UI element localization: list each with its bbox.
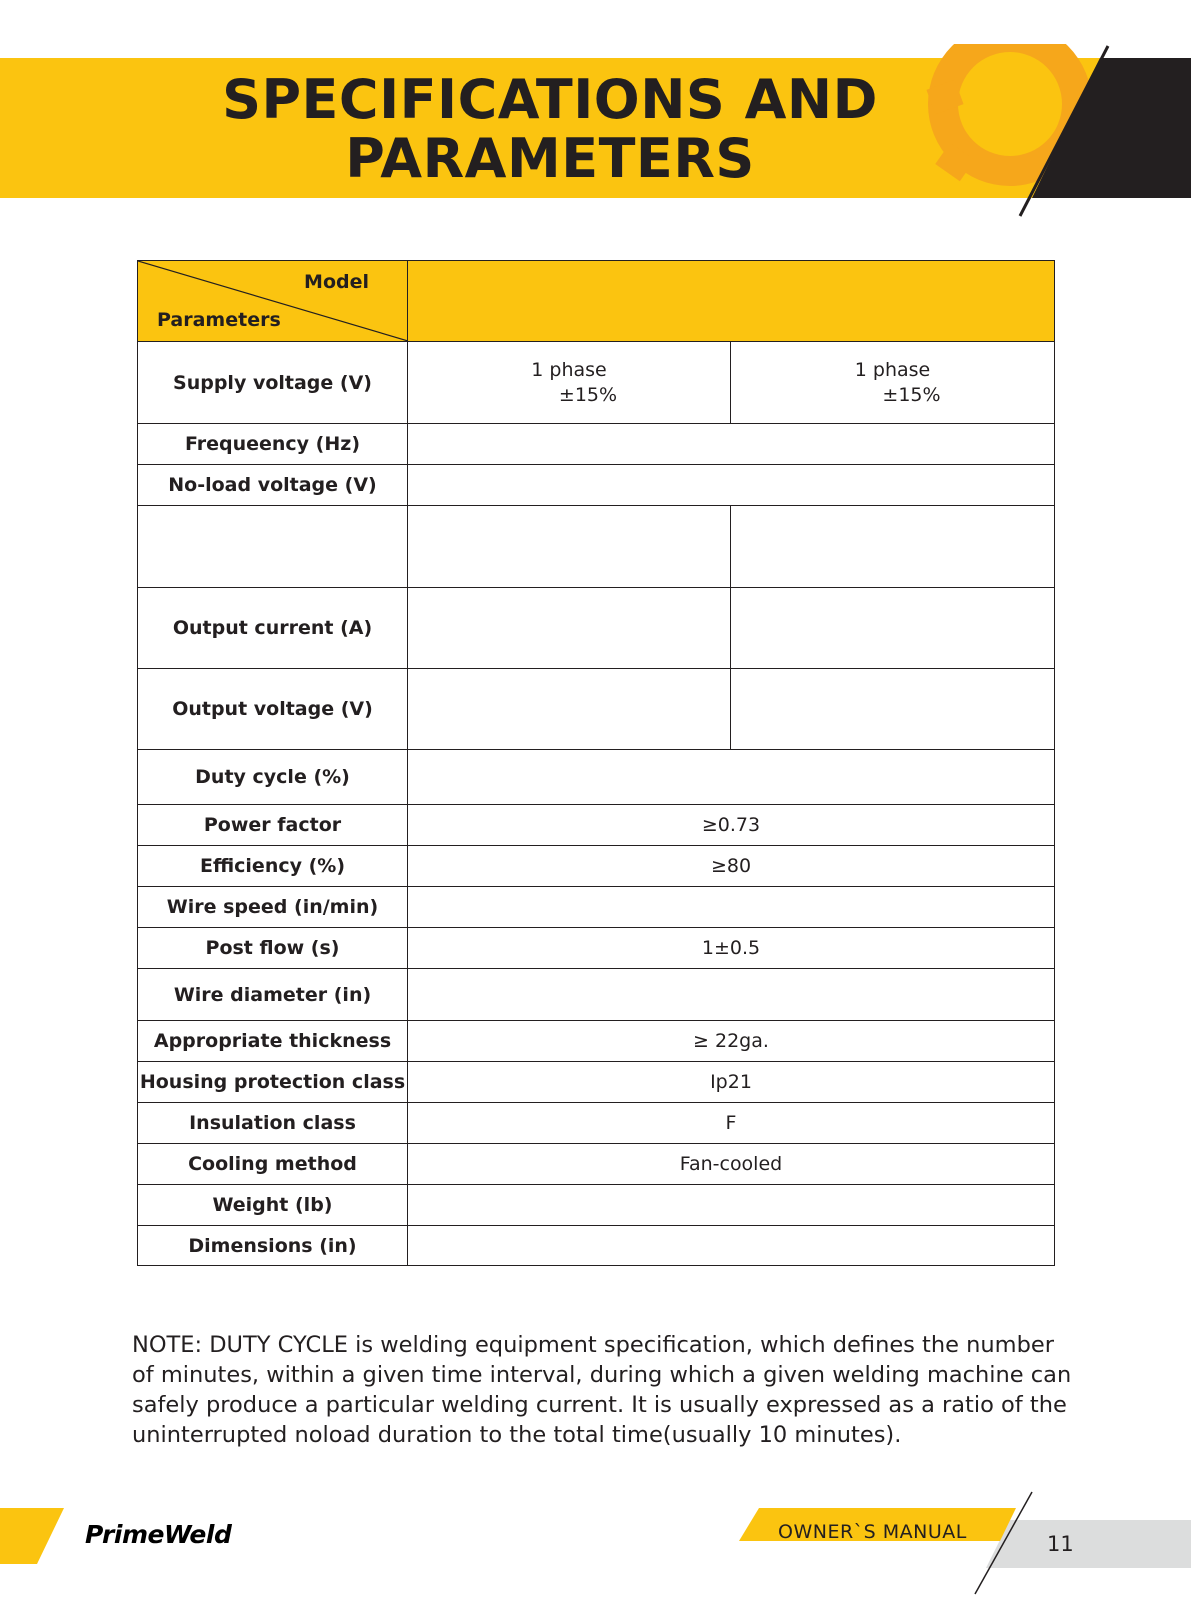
row-label: Output current (A)	[138, 588, 408, 669]
footer-left-accent	[0, 1508, 64, 1564]
parameters-label: Parameters	[157, 309, 281, 331]
row-value-col1	[408, 669, 731, 750]
page-title-line1: SPECIFICATIONS AND	[222, 68, 878, 131]
page-title	[0, 70, 1100, 188]
row-value: ≥0.73	[408, 805, 1055, 846]
value-line2: ±15%	[882, 383, 941, 406]
row-label: Post flow (s)	[138, 928, 408, 969]
value-line2: ±15%	[558, 383, 618, 406]
table-row	[138, 805, 1055, 846]
page-number: 11	[1047, 1532, 1074, 1556]
row-label: Frequeency (Hz)	[138, 424, 408, 465]
row-value: Fan-cooled	[408, 1144, 1055, 1185]
row-value	[408, 1226, 1055, 1266]
row-label: Cooling method	[138, 1144, 408, 1185]
row-value	[408, 1185, 1055, 1226]
row-label: Wire diameter (in)	[138, 969, 408, 1021]
row-label: Wire speed (in/min)	[138, 887, 408, 928]
row-label: Duty cycle (%)	[138, 750, 408, 805]
table-row	[138, 669, 1055, 750]
row-label: Supply voltage (V)	[138, 342, 408, 424]
row-label: Housing protection class	[138, 1062, 408, 1103]
footer-gray-band	[986, 1520, 1191, 1568]
model-value-cell	[408, 261, 1055, 342]
row-value-col2	[731, 342, 1055, 424]
table-row	[138, 969, 1055, 1021]
table-row	[138, 1144, 1055, 1185]
primeweld-logo: PrimeWeld	[85, 1520, 232, 1549]
row-label: No-load voltage (V)	[138, 465, 408, 506]
table-row	[138, 588, 1055, 669]
row-value: F	[408, 1103, 1055, 1144]
row-value: Ip21	[408, 1062, 1055, 1103]
row-value	[408, 465, 1055, 506]
row-label: Power factor	[138, 805, 408, 846]
table-row	[138, 846, 1055, 887]
row-value-col1	[408, 342, 731, 424]
row-value-col2	[731, 588, 1055, 669]
row-value	[408, 969, 1055, 1021]
row-label	[138, 506, 408, 588]
row-value: ≥ 22ga.	[408, 1021, 1055, 1062]
table-row	[138, 928, 1055, 969]
table-row	[138, 506, 1055, 588]
table-row	[138, 1103, 1055, 1144]
spec-table	[137, 260, 1055, 1266]
table-row	[138, 1226, 1055, 1266]
row-label: Output voltage (V)	[138, 669, 408, 750]
row-label: Dimensions (in)	[138, 1226, 408, 1266]
table-row	[138, 465, 1055, 506]
row-value	[408, 750, 1055, 805]
table-header-row	[138, 261, 1055, 342]
footer-decoration	[0, 1480, 1191, 1620]
table-row	[138, 887, 1055, 928]
value-line1: 1 phase	[854, 358, 931, 381]
table-row	[138, 424, 1055, 465]
owners-manual-label: OWNER`S MANUAL	[778, 1521, 967, 1543]
table-row	[138, 342, 1055, 424]
diagonal-header-cell	[138, 261, 408, 342]
row-value	[408, 887, 1055, 928]
duty-cycle-note: NOTE: DUTY CYCLE is welding equipment specification, which defines the number of minutes, within a given time interval, during which a given welding machine can safely produce a particular welding current. It is usually expressed as a ratio of the uninterrupted noload duration to the total time(usually 10 minutes).	[132, 1332, 1072, 1448]
row-label: Weight (lb)	[138, 1185, 408, 1226]
table-row	[138, 1185, 1055, 1226]
row-value-col2	[731, 669, 1055, 750]
model-label: Model	[304, 271, 369, 293]
row-value-col1	[408, 506, 731, 588]
row-value	[408, 424, 1055, 465]
row-label: Insulation class	[138, 1103, 408, 1144]
value-line1: 1 phase	[531, 358, 607, 381]
table-row	[138, 750, 1055, 805]
page-title-line2: PARAMETERS	[345, 127, 755, 190]
row-label: Appropriate thickness	[138, 1021, 408, 1062]
row-value-col2	[731, 506, 1055, 588]
table-row	[138, 1021, 1055, 1062]
table-row	[138, 1062, 1055, 1103]
row-value-col1	[408, 588, 731, 669]
row-label: Efficiency (%)	[138, 846, 408, 887]
row-value: 1±0.5	[408, 928, 1055, 969]
row-value: ≥80	[408, 846, 1055, 887]
